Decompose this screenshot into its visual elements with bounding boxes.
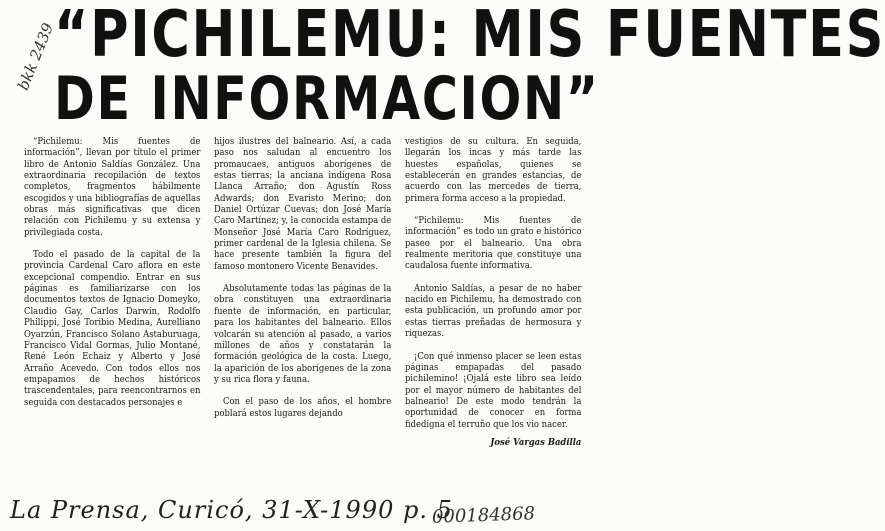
- catalog-stamp-number: 000184868: [431, 503, 536, 528]
- paragraph: “Pichilemu: Mis fuentes de información” es todo un grato e histórico paseo por el balneario. Una obra realmente meritoria que constituye una caudalosa fuente informativa.: [405, 215, 582, 272]
- paragraph: Con el paso de los años, el hombre poblará estos lugares dejando: [214, 396, 392, 419]
- paragraph: ¡Con qué inmenso placer se leen estas páginas empapadas del pasado pichilemino! ¡Ojalá este libro sea leído por el mayor número de habitantes del balneario! De este modo tendrán la oportunidad de conocer en forma fidedigna el terruño que los vio nacer.: [405, 350, 582, 430]
- article-column-1: [24, 136, 200, 419]
- headline-line-2: DE INFORMACION”: [54, 64, 600, 134]
- headline-line-1: “PICHILEMU: MIS FUENTES: [54, 0, 885, 72]
- article-column-3: [405, 136, 581, 448]
- author-byline: José Vargas Badilla: [490, 436, 582, 448]
- paragraph: Todo el pasado de la capital de la provincia Cardenal Caro aflora en este excepcional compendio. Entrar en sus páginas es familiarizarse con los documentos textos de Ignacio Domeyko, Claudio Gay, Carlos Darwin, Rodolfo Philippi, José Toribio Medina, Aurelliano Oyarzún, Francisco Solano Astaburuaga, Francisco Vidal Gormas, Julio Montané, René León Echaiz y Alberto y José Arraño Acevedo. Con todos ellos nos empapamos de hechos históricos trascendentales, para reencontrarnos en seguida con destacados personajes e: [24, 249, 201, 408]
- paragraph: vestigios de su cultura. En seguida, llegarán los incas y más tarde las huestes españolas, quienes se establecerán en grandes estancias, de acuerdo con las mercedes de tierra, primera forma acceso a la propiedad.: [405, 136, 582, 204]
- paragraph: Absolutamente todas las páginas de la obra constituyen una extraordinaria fuente de información, en particular, para los habitantes del balneario. Ellos volcarán su atención al pasado, a varios millones de años y constatarán la formación geológica de la costa. Luego, la aparición de los aborígenes de la zona y su rica flora y fauna.: [214, 283, 392, 385]
- article-column-2: [214, 136, 391, 430]
- handwritten-source-citation: La Prensa, Curicó, 31-X-1990 p. 5: [10, 496, 453, 524]
- paragraph: Antonio Saldías, a pesar de no haber nacido en Pichilemu, ha demostrado con esta publicación, un profundo amor por estas tierras preñadas de hermosura y riquezas.: [405, 282, 582, 340]
- paragraph: “Pichilemu: Mis fuentes de información”, llevan por título el primer libro de Antonio Saldías González. Una extraordinaria recopilación de textos completos, fragmentos hábilmente escogidos y una bibliografías de aquellas obras más significativas que dicen relación con Pichilemu y su extensa y privilegiada costa.: [24, 136, 201, 238]
- handwritten-margin-note: bkk 2439: [14, 20, 58, 93]
- paragraph: hijos ilustres del balneario. Así, a cada paso nos saludan al encuentro los promaucaes, antiguos aborígenes de estas tierras; la anciana indígena Rosa Llanca Arraño; don Agustín Ross Adwards; don Evaristo Merino; don Daniel Ortúzar Cuevas; don José María Caro Martínez; y, la conocida estampa de Monseñor José María Caro Rodríguez, primer cardenal de la Iglesia chilena. Se hace presente también la figura del famoso montonero Vicente Benavides.: [214, 136, 392, 272]
